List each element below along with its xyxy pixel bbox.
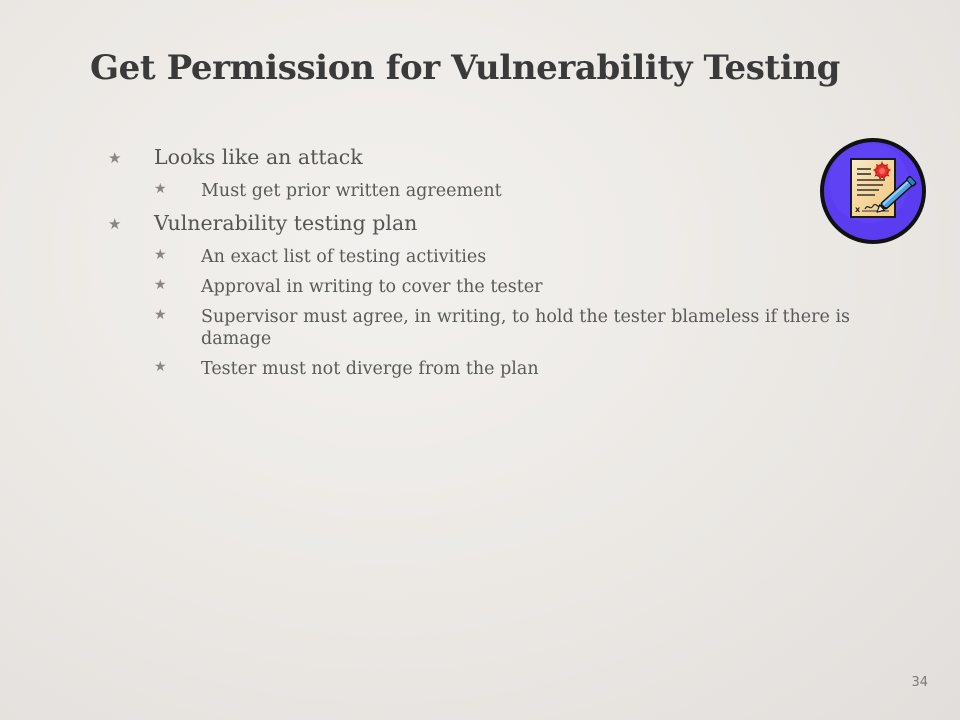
signature-x-mark: x xyxy=(855,205,861,214)
slide-title: Get Permission for Vulnerability Testing xyxy=(90,48,841,88)
sub-bullet-text: An exact list of testing activities xyxy=(201,247,487,267)
sub-bullet-item xyxy=(108,306,888,350)
sub-bullet-item xyxy=(108,180,888,202)
star-bullet-icon: ★ xyxy=(154,307,167,323)
bullet-list xyxy=(108,142,888,380)
star-bullet-icon: ★ xyxy=(108,149,122,167)
star-bullet-icon: ★ xyxy=(108,215,122,233)
contract-illustration xyxy=(817,135,929,247)
sub-bullet-text: Supervisor must agree, in writing, to hold the tester blameless if there is damage xyxy=(201,307,851,349)
star-bullet-icon: ★ xyxy=(154,359,167,375)
sub-bullet-item xyxy=(108,358,888,380)
bullet-item xyxy=(108,208,888,238)
page-number: 34 xyxy=(911,675,928,690)
bullet-text: Vulnerability testing plan xyxy=(154,211,418,235)
sub-bullet-text: Tester must not diverge from the plan xyxy=(201,359,539,379)
sub-bullet-text: Approval in writing to cover the tester xyxy=(201,277,543,297)
bullet-text: Looks like an attack xyxy=(154,145,363,169)
star-bullet-icon: ★ xyxy=(154,247,167,263)
star-bullet-icon: ★ xyxy=(154,277,167,293)
bullet-item xyxy=(108,142,888,172)
sub-bullet-text: Must get prior written agreement xyxy=(201,181,502,201)
sub-bullet-item xyxy=(108,276,888,298)
signed-contract-icon xyxy=(817,135,929,247)
star-bullet-icon: ★ xyxy=(154,181,167,197)
sub-bullet-item xyxy=(108,246,888,268)
